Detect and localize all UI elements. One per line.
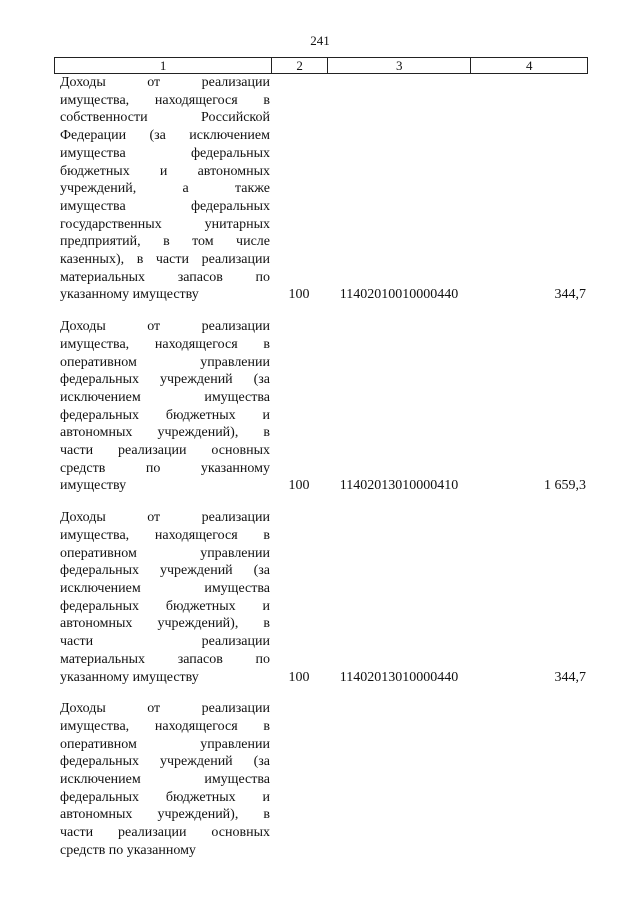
row-budget-code: 11402013010000440	[339, 669, 459, 685]
description-line: части реализации основных	[60, 443, 270, 459]
header-col-1: 1	[159, 58, 167, 73]
description-line: оперативном управлении	[60, 736, 270, 752]
row-code: 100	[288, 669, 310, 685]
description-line: автономных учреждений), в	[60, 616, 270, 632]
description-line: средств по указанному	[60, 842, 196, 858]
row-description	[54, 700, 270, 859]
description-line: части реализации основных	[60, 825, 270, 841]
row-description	[54, 74, 270, 304]
row-description	[54, 509, 270, 686]
description-line: бюджетных и автономных	[60, 163, 270, 179]
row-description	[54, 318, 270, 495]
description-line: федеральных учреждений (за	[60, 754, 270, 770]
description-line: указанному имуществу	[60, 669, 199, 685]
description-line: имущества федеральных	[60, 145, 270, 161]
table-row	[54, 700, 588, 859]
row-amount: 1 659,3	[544, 478, 586, 494]
description-line: указанному имуществу	[60, 287, 199, 303]
description-line: материальных запасов по	[60, 651, 270, 667]
description-line: Доходы от реализации	[60, 75, 270, 90]
description-line: автономных учреждений), в	[60, 807, 270, 823]
description-line: материальных запасов по	[60, 269, 270, 285]
description-line: собственности Российской	[60, 110, 270, 126]
description-line: средств по указанному	[60, 460, 270, 476]
description-line: исключением имущества	[60, 772, 270, 788]
description-line: учреждений, а также	[60, 181, 270, 197]
row-code: 100	[288, 287, 310, 303]
description-line: государственных унитарных	[60, 216, 270, 232]
description-line: федеральных бюджетных и	[60, 598, 270, 614]
table-row	[54, 74, 588, 304]
description-line: Доходы от реализации	[60, 319, 270, 335]
description-line: оперативном управлении	[60, 545, 270, 561]
table-body	[54, 74, 588, 860]
description-line: оперативном управлении	[60, 354, 270, 370]
table-row	[54, 318, 588, 495]
row-budget-code: 11402013010000410	[339, 478, 459, 494]
description-line: имуществу	[60, 478, 127, 494]
description-line: Доходы от реализации	[60, 701, 270, 717]
description-line: исключением имущества	[60, 580, 270, 596]
description-line: исключением имущества	[60, 389, 270, 405]
row-amount: 344,7	[554, 669, 586, 685]
row-amount: 344,7	[554, 287, 586, 303]
description-line: автономных учреждений), в	[60, 425, 270, 441]
description-line: казенных), в части реализации	[60, 252, 270, 268]
header-col-4: 4	[470, 58, 587, 73]
header-col-3: 3	[327, 58, 470, 73]
description-line: имущества, находящегося в	[60, 336, 270, 352]
description-line: имущества, находящегося в	[60, 718, 270, 734]
description-line: имущества, находящегося в	[60, 527, 270, 543]
table-header	[54, 57, 588, 74]
page-number: 241	[310, 33, 330, 48]
description-line: федеральных учреждений (за	[60, 563, 270, 579]
description-line: имущества федеральных	[60, 198, 270, 214]
row-code: 100	[288, 478, 310, 494]
header-col-2: 2	[271, 58, 327, 73]
description-line: федеральных бюджетных и	[60, 407, 270, 423]
description-line: Федерации (за исключением	[60, 128, 270, 144]
description-line: имущества, находящегося в	[60, 92, 270, 108]
description-line: предприятий, в том числе	[60, 234, 270, 250]
description-line: федеральных бюджетных и	[60, 789, 270, 805]
description-line: части реализации	[60, 634, 270, 650]
description-line: Доходы от реализации	[60, 510, 270, 526]
table-row	[54, 509, 588, 686]
row-budget-code: 11402010010000440	[339, 287, 459, 303]
description-line: федеральных учреждений (за	[60, 372, 270, 388]
